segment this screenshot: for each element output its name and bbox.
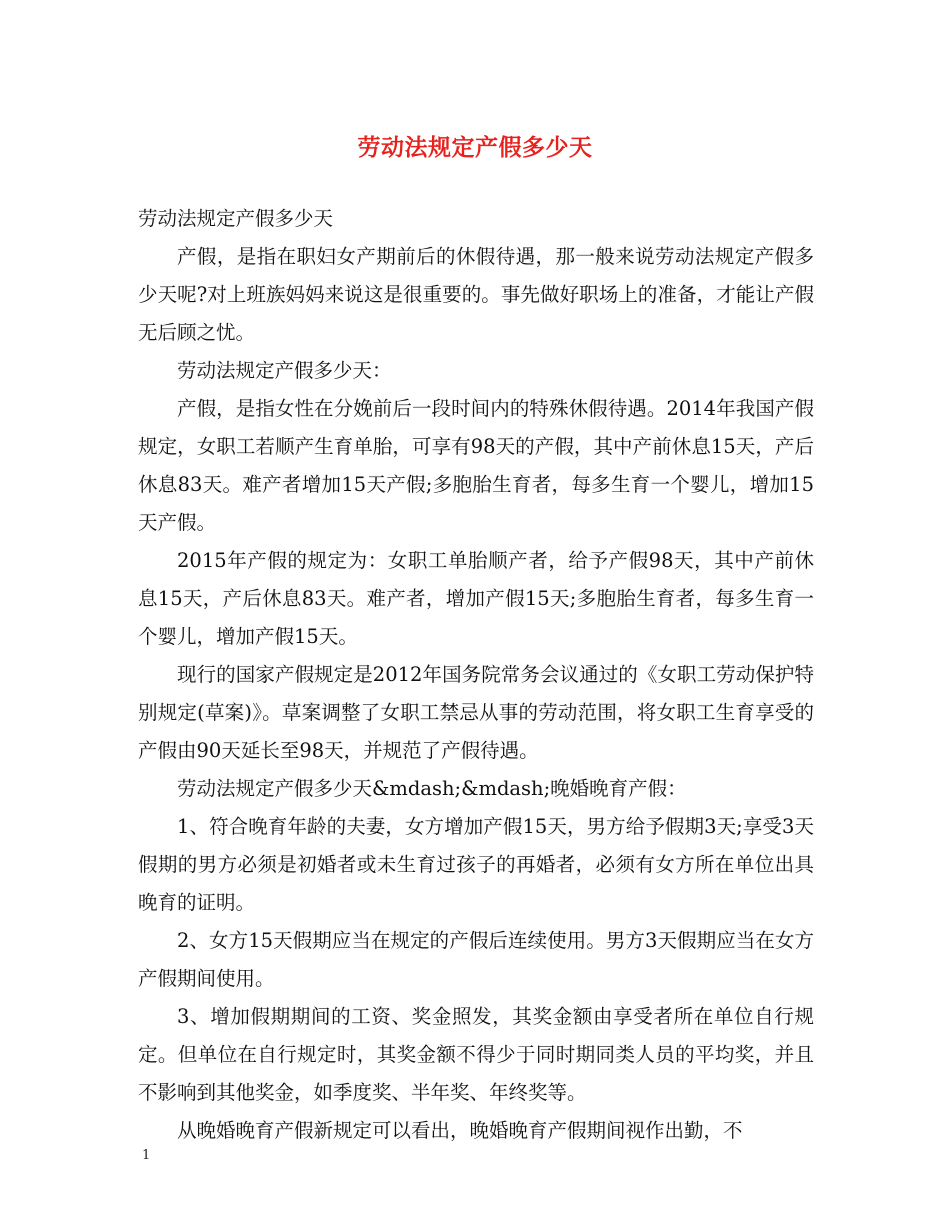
paragraph-intro: 产假，是指在职妇女产期前后的休假待遇，那一般来说劳动法规定产假多少天呢?对上班族妈妈来说这是很重要的。事先做好职场上的准备，才能让产假无后顾之忧。 [138,245,814,344]
paragraph-item-1: 1、符合晚育年龄的夫妻，女方增加产假15天，男方给予假期3天;享受3天假期的男方必须是初婚者或未生育过孩子的再婚者，必须有女方所在单位出具晚育的证明。 [138,815,814,914]
paragraph-conclusion: 从晚婚晚育产假新规定可以看出，晚婚晚育产假期间视作出勤，不 [177,1119,743,1142]
paragraph-subtitle: 劳动法规定产假多少天 [138,207,334,230]
document-title: 劳动法规定产假多少天 [357,134,593,161]
page-number: 1 [142,1148,151,1163]
paragraph-item-2: 2、女方15天假期应当在规定的产假后连续使用。男方3天假期应当在女方产假期间使用。 [138,929,814,990]
paragraph-heading: 劳动法规定产假多少天： [177,359,392,382]
paragraph-late-marriage-heading: 劳动法规定产假多少天&mdash;&mdash;晚婚晚育产假： [177,777,687,800]
document-body [138,200,814,1150]
paragraph-item-3: 3、增加假期期间的工资、奖金照发，其奖金额由享受者所在单位自行规定。但单位在自行规定时，其奖金额不得少于同时期同类人员的平均奖，并且不影响到其他奖金，如季度奖、半年奖、年终奖等。 [138,1005,814,1104]
paragraph-2014-rules: 产假，是指女性在分娩前后一段时间内的特殊休假待遇。2014年我国产假规定，女职工若顺产生育单胎，可享有98天的产假，其中产前休息15天，产后休息83天。难产者增加15天产假;多胞胎生育者，每多生育一个婴儿，增加15天产假。 [138,397,814,534]
paragraph-2015-rules: 2015年产假的规定为：女职工单胎顺产者，给予产假98天，其中产前休息15天，产后休息83天。难产者，增加产假15天;多胞胎生育者，每多生育一个婴儿，增加产假15天。 [138,549,814,648]
paragraph-current-rules: 现行的国家产假规定是2012年国务院常务会议通过的《女职工劳动保护特别规定(草案)》。草案调整了女职工禁忌从事的劳动范围，将女职工生育享受的产假由90天延长至98天，并规范了产假待遇。 [138,663,814,762]
